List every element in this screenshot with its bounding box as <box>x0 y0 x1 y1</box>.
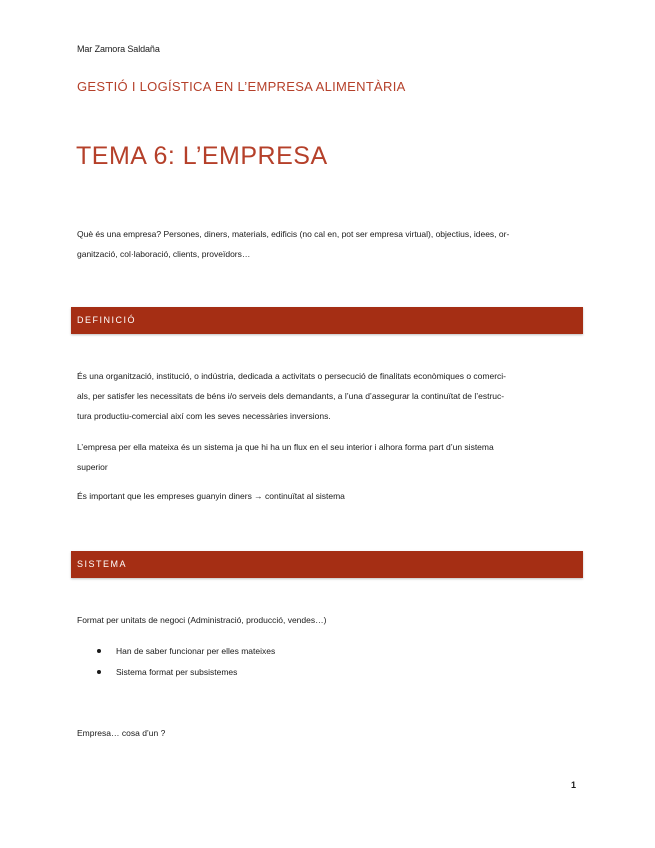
paragraph-line: Format per unitats de negoci (Administració, producció, vendes…) <box>77 615 327 625</box>
bullet-icon <box>97 670 101 674</box>
paragraph-line: tura productiu-comercial així com les seves necessàries inversions. <box>77 411 331 421</box>
section-heading-label: SISTEMA <box>77 559 128 569</box>
list-item-text: Sistema format per subsistemes <box>116 667 238 677</box>
paragraph-line: superior <box>77 462 108 472</box>
intro-line: ganització, col·laboració, clients, proveïdors… <box>77 249 251 259</box>
sistema-paragraph-2 <box>77 723 577 743</box>
page-title: TEMA 6: L’EMPRESA <box>76 142 328 170</box>
bullet-icon <box>97 649 101 653</box>
section-heading-label: DEFINICIÓ <box>77 315 137 325</box>
definicio-paragraph-1 <box>77 366 577 426</box>
intro-paragraph <box>77 224 577 264</box>
section-heading-definicio <box>71 307 583 334</box>
list-item <box>97 664 275 685</box>
definicio-paragraph-2 <box>77 437 577 477</box>
definicio-paragraph-3 <box>77 486 577 506</box>
section-heading-sistema <box>71 551 583 578</box>
page-number: 1 <box>571 780 577 790</box>
sistema-bullet-list <box>97 643 275 685</box>
intro-line: Què és una empresa? Persones, diners, materials, edificis (no cal en, pot ser empresa virtual), objectius, idees, or- <box>77 229 510 239</box>
list-item-text: Han de saber funcionar per elles mateixes <box>116 646 276 656</box>
paragraph-line: És una organització, institució, o indústria, dedicada a activitats o persecució de finalitats econòmiques o comerci- <box>77 371 507 381</box>
document-subtitle: GESTIÓ I LOGÍSTICA EN L’EMPRESA ALIMENTÀRIA <box>77 79 406 94</box>
paragraph-line: És important que les empreses guanyin diners → continuïtat al sistema <box>77 491 345 501</box>
list-item <box>97 643 275 664</box>
paragraph-line: L’empresa per ella mateixa és un sistema ja que hi ha un flux en el seu interior i alhora forma part d’un sistema <box>77 442 494 452</box>
author-name: Mar Zamora Saldaña <box>77 44 160 54</box>
paragraph-line: als, per satisfer les necessitats de béns i/o serveis dels demandants, a l’una d’assegurar la continuïtat de l’estruc- <box>77 391 505 401</box>
paragraph-line: Empresa… cosa d’un ? <box>77 728 166 738</box>
sistema-paragraph-1 <box>77 610 577 630</box>
